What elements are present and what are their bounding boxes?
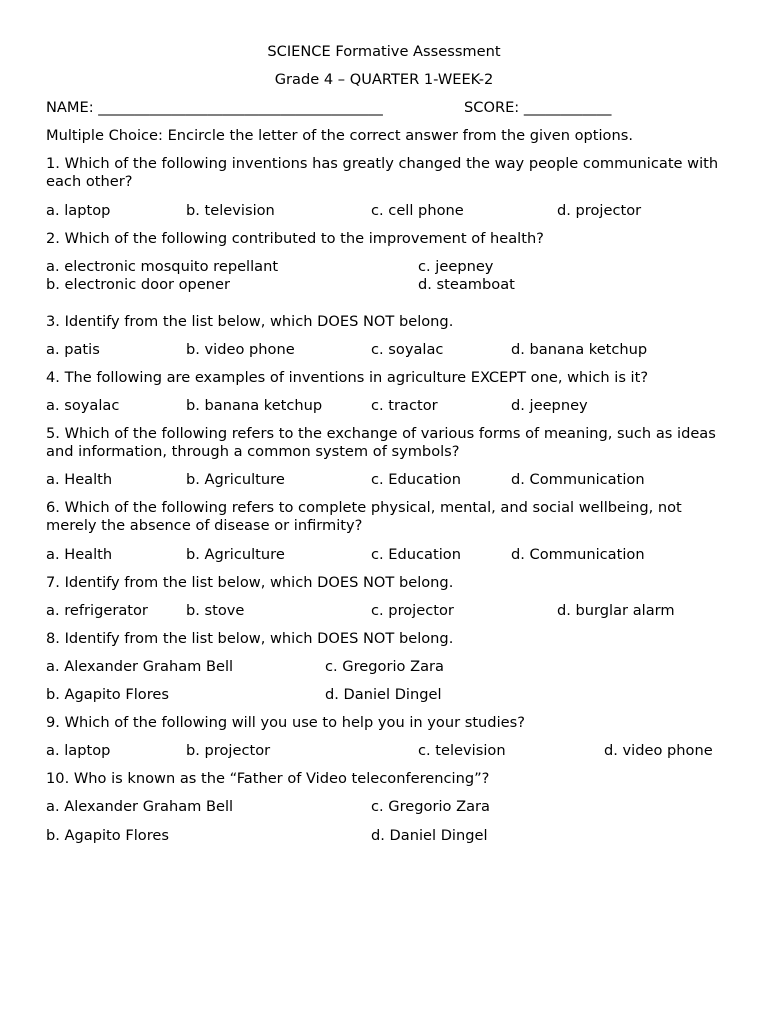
name-field-line: NAME: _______________________________________ — [46, 99, 383, 116]
q8-option-b: b. Agapito Flores — [46, 686, 169, 703]
q1-option-c: c. cell phone — [371, 202, 464, 219]
question-4: 4. The following are examples of inventions in agriculture EXCEPT one, which is it? — [46, 369, 649, 386]
q4-option-b: b. banana ketchup — [186, 397, 323, 414]
q9-option-d: d. video phone — [604, 742, 713, 759]
q3-option-c: c. soyalac — [371, 341, 444, 358]
instructions: Multiple Choice: Encircle the letter of the correct answer from the given options. — [46, 127, 633, 144]
q10-option-a: a. Alexander Graham Bell — [46, 798, 234, 815]
q2-option-a: a. electronic mosquito repellant — [46, 258, 279, 275]
q9-option-c: c. television — [418, 742, 506, 759]
q10-option-c: c. Gregorio Zara — [371, 798, 490, 815]
q1-option-d: d. projector — [557, 202, 642, 219]
q3-option-a: a. patis — [46, 341, 100, 358]
q6-option-b: b. Agriculture — [186, 546, 285, 563]
q9-option-b: b. projector — [186, 742, 271, 759]
q4-option-c: c. tractor — [371, 397, 438, 414]
q6-option-c: c. Education — [371, 546, 461, 563]
question-8: 8. Identify from the list below, which DOES NOT belong. — [46, 630, 454, 647]
q2-option-c: c. jeepney — [418, 258, 494, 275]
q3-option-b: b. video phone — [186, 341, 295, 358]
q8-option-c: c. Gregorio Zara — [325, 658, 444, 675]
document-title: SCIENCE Formative Assessment — [267, 43, 501, 60]
question-2: 2. Which of the following contributed to the improvement of health? — [46, 230, 544, 247]
document-subtitle: Grade 4 – QUARTER 1-WEEK-2 — [274, 71, 494, 88]
question-5: 5. Which of the following refers to the exchange of various forms of meaning, such as ideas and information, through a common system of symbols? — [46, 425, 716, 460]
q4-option-d: d. jeepney — [511, 397, 588, 414]
q2-option-d: d. steamboat — [418, 276, 515, 293]
q8-option-a: a. Alexander Graham Bell — [46, 658, 234, 675]
q7-option-b: b. stove — [186, 602, 245, 619]
q5-option-c: c. Education — [371, 471, 461, 488]
question-3: 3. Identify from the list below, which DOES NOT belong. — [46, 313, 454, 330]
q10-option-d: d. Daniel Dingel — [371, 827, 488, 844]
q7-option-c: c. projector — [371, 602, 454, 619]
q4-option-a: a. soyalac — [46, 397, 120, 414]
q5-option-b: b. Agriculture — [186, 471, 285, 488]
question-1: 1. Which of the following inventions has greatly changed the way people communicate with each other? — [46, 155, 719, 190]
q5-option-a: a. Health — [46, 471, 113, 488]
q6-option-d: d. Communication — [511, 546, 645, 563]
question-6: 6. Which of the following refers to complete physical, mental, and social wellbeing, not merely the absence of disease or infirmity? — [46, 499, 682, 534]
score-field-line: SCORE: ____________ — [464, 99, 612, 116]
q8-option-d: d. Daniel Dingel — [325, 686, 442, 703]
q9-option-a: a. laptop — [46, 742, 111, 759]
q1-option-a: a. laptop — [46, 202, 111, 219]
q10-option-b: b. Agapito Flores — [46, 827, 169, 844]
q7-option-a: a. refrigerator — [46, 602, 148, 619]
question-9: 9. Which of the following will you use to help you in your studies? — [46, 714, 525, 731]
q5-option-d: d. Communication — [511, 471, 645, 488]
question-10: 10. Who is known as the “Father of Video teleconferencing”? — [46, 770, 490, 787]
q1-option-b: b. television — [186, 202, 275, 219]
q7-option-d: d. burglar alarm — [557, 602, 675, 619]
q3-option-d: d. banana ketchup — [511, 341, 648, 358]
question-7: 7. Identify from the list below, which DOES NOT belong. — [46, 574, 454, 591]
q6-option-a: a. Health — [46, 546, 113, 563]
q2-option-b: b. electronic door opener — [46, 276, 231, 293]
